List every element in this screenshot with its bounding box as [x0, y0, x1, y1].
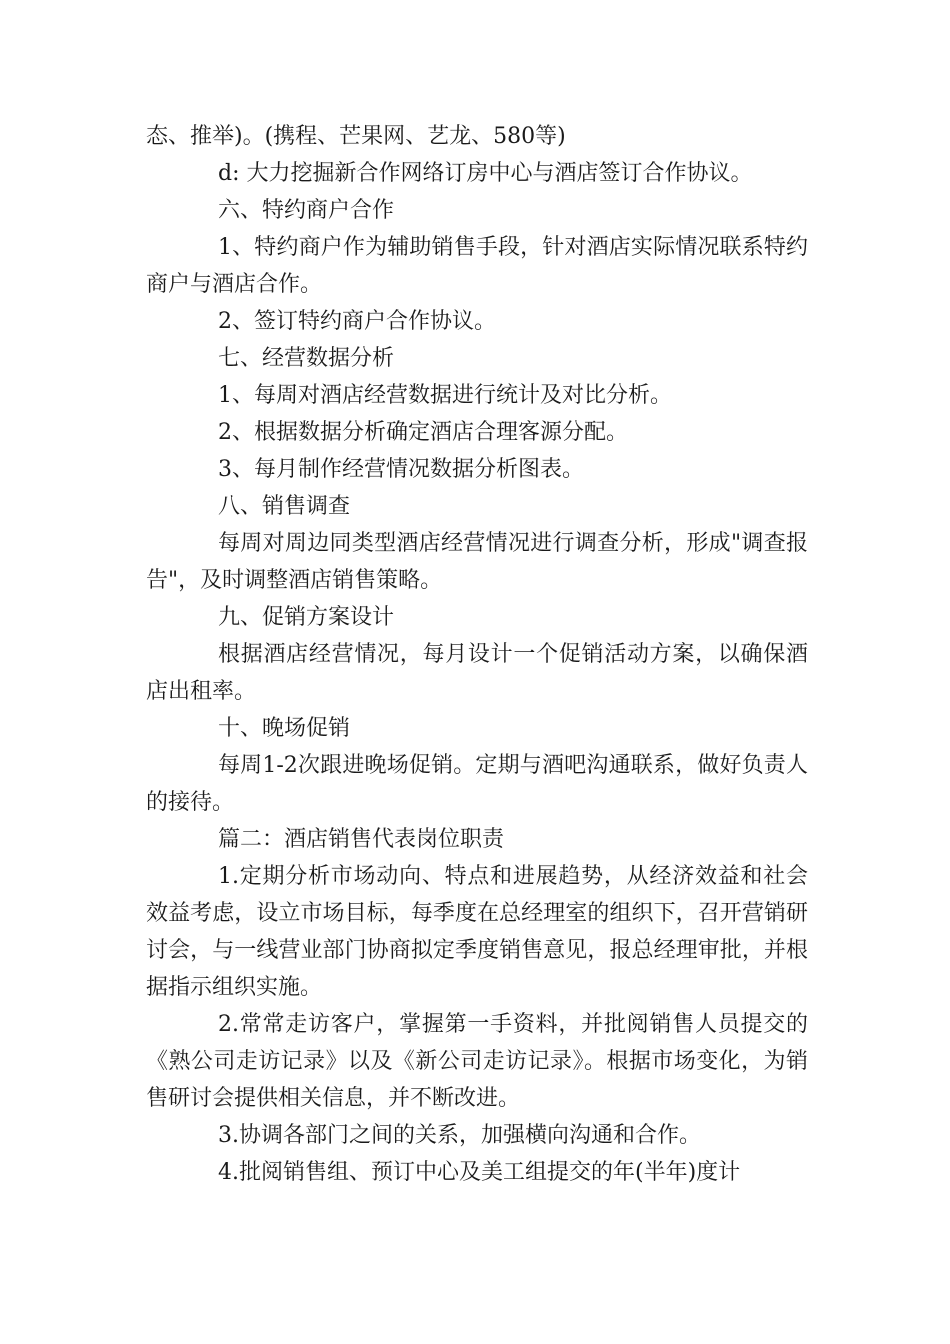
- paragraph-6-1: 1、特约商户作为辅助销售手段，针对酒店实际情况联系特约商户与酒店合作。: [146, 235, 808, 297]
- section-heading-6: 六、特约商户合作: [218, 198, 395, 223]
- paragraph-9: 根据酒店经营情况，每月设计一个促销活动方案，以确保酒店出租率。: [146, 642, 808, 704]
- section-heading-8: 八、销售调查: [218, 494, 351, 519]
- paragraph-6-2: 2、签订特约商户合作协议。: [218, 309, 496, 334]
- paragraph-duty-4: 4.批阅销售组、预订中心及美工组提交的年(半年)度计: [218, 1160, 741, 1185]
- paragraph-duty-2: 2.常常走访客户，掌握第一手资料，并批阅销售人员提交的《熟公司走访记录》以及《新公司走访记录》。根据市场变化，为销售研讨会提供相关信息，并不断改进。: [146, 1012, 808, 1111]
- paragraph-item-d: d: 大力挖掘新合作网络订房中心与酒店签订合作协议。: [218, 161, 753, 186]
- paragraph-8: 每周对周边同类型酒店经营情况进行调查分析，形成"调查报告"，及时调整酒店销售策略。: [146, 531, 808, 593]
- paragraph-continuation: 态、推举)。(携程、芒果网、艺龙、580等): [146, 124, 566, 149]
- paragraph-duty-3: 3.协调各部门之间的关系，加强横向沟通和合作。: [218, 1123, 701, 1148]
- paragraph-7-1: 1、每周对酒店经营数据进行统计及对比分析。: [218, 383, 672, 408]
- section-heading-10: 十、晚场促销: [218, 716, 351, 741]
- paragraph-10: 每周1-2次跟进晚场促销。定期与酒吧沟通联系，做好负责人的接待。: [146, 753, 808, 815]
- section-heading-9: 九、促销方案设计: [218, 605, 395, 630]
- section-heading-7: 七、经营数据分析: [218, 346, 395, 371]
- chapter-heading-2: 篇二：酒店销售代表岗位职责: [218, 827, 505, 852]
- paragraph-7-2: 2、根据数据分析确定酒店合理客源分配。: [218, 420, 628, 445]
- paragraph-7-3: 3、每月制作经营情况数据分析图表。: [218, 457, 584, 482]
- document-body: [146, 118, 808, 1191]
- paragraph-duty-1: 1.定期分析市场动向、特点和进展趋势，从经济效益和社会效益考虑，设立市场目标，每季度在总经理室的组织下，召开营销研讨会，与一线营业部门协商拟定季度销售意见，报总经理审批，并根据指示组织实施。: [146, 864, 808, 1000]
